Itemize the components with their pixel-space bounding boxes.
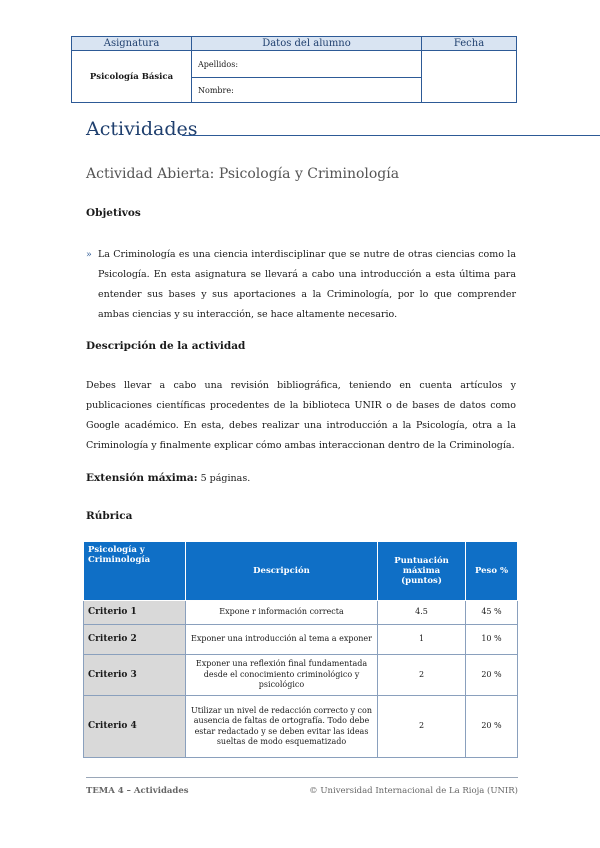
header-col-date: Fecha [422,37,517,51]
criterion-label: Criterio 4 [84,696,186,758]
rubric-heading: Rúbrica [86,510,133,522]
criterion-label: Criterio 2 [84,625,186,655]
rubric-header-weight: Peso % [466,542,518,601]
criterion-description: Utilizar un nivel de redacción correcto y con ausencia de faltas de ortografía. Todo debe estar redactado y se deben evitar las ideas sueltas de modo esquematizado [186,696,378,758]
section-title: Actividades [86,118,198,140]
objectives-text: La Criminología es una ciencia interdisciplinar que se nutre de otras ciencias como la Psicología. En esta asignatura se llevará a cabo una introducción a esta última para entender sus bases y sus aportaciones a la Criminología, por lo que comprender ambas ciencias y su interacción, se hace altamente necesario. [98,249,516,320]
rubric-header-points: Puntuación máxima (puntos) [378,542,466,601]
table-row [84,601,518,625]
criterion-description: Exponer una reflexión final fundamentada desde el conocimiento criminológico y psicológico [186,655,378,696]
header-col-subject: Asignatura [72,37,192,51]
footer-topic: TEMA 4 – Actividades [86,786,189,796]
header-col-student: Datos del alumno [192,37,422,51]
footer-copyright: © Universidad Internacional de La Rioja (UNIR) [309,786,518,796]
table-row [84,625,518,655]
activity-title: Actividad Abierta: Psicología y Criminología [86,166,400,182]
bullet-marker-icon: » [86,249,92,260]
criterion-label: Criterio 3 [84,655,186,696]
name-label: Nombre: [192,78,422,103]
extension-line [86,472,250,484]
rubric-table [83,541,518,758]
criterion-description: Exponer una introducción al tema a exponer [186,625,378,655]
footer-divider [86,777,518,778]
title-divider [182,135,600,136]
rubric-header-topic: Psicología y Criminología [84,542,186,601]
criterion-description: Expone r información correcta [186,601,378,625]
criterion-weight: 20 % [466,655,518,696]
criterion-label: Criterio 1 [84,601,186,625]
rubric-header-description: Descripción [186,542,378,601]
description-heading: Descripción de la actividad [86,340,246,352]
criterion-points: 2 [378,696,466,758]
objectives-bullet [86,245,516,325]
extension-label: Extensión máxima: [86,472,198,484]
subject-name: Psicología Básica [72,51,192,103]
criterion-points: 2 [378,655,466,696]
surname-label: Apellidos: [192,51,422,78]
description-text: Debes llevar a cabo una revisión bibliográfica, teniendo en cuenta artículos y publicaciones científicas procedentes de la biblioteca UNIR o de bases de datos como Google académico. En esta, debes realizar una introducción a la Psicología, otra a la Criminología y finalmente explicar cómo ambas interaccionan dentro de la Criminología. [86,380,516,451]
header-table [71,36,517,103]
criterion-points: 1 [378,625,466,655]
objectives-heading: Objetivos [86,207,141,219]
criterion-points: 4.5 [378,601,466,625]
extension-value: 5 páginas. [200,473,251,484]
criterion-weight: 45 % [466,601,518,625]
table-row [84,696,518,758]
table-row [84,655,518,696]
criterion-weight: 20 % [466,696,518,758]
criterion-weight: 10 % [466,625,518,655]
date-cell [422,51,517,103]
